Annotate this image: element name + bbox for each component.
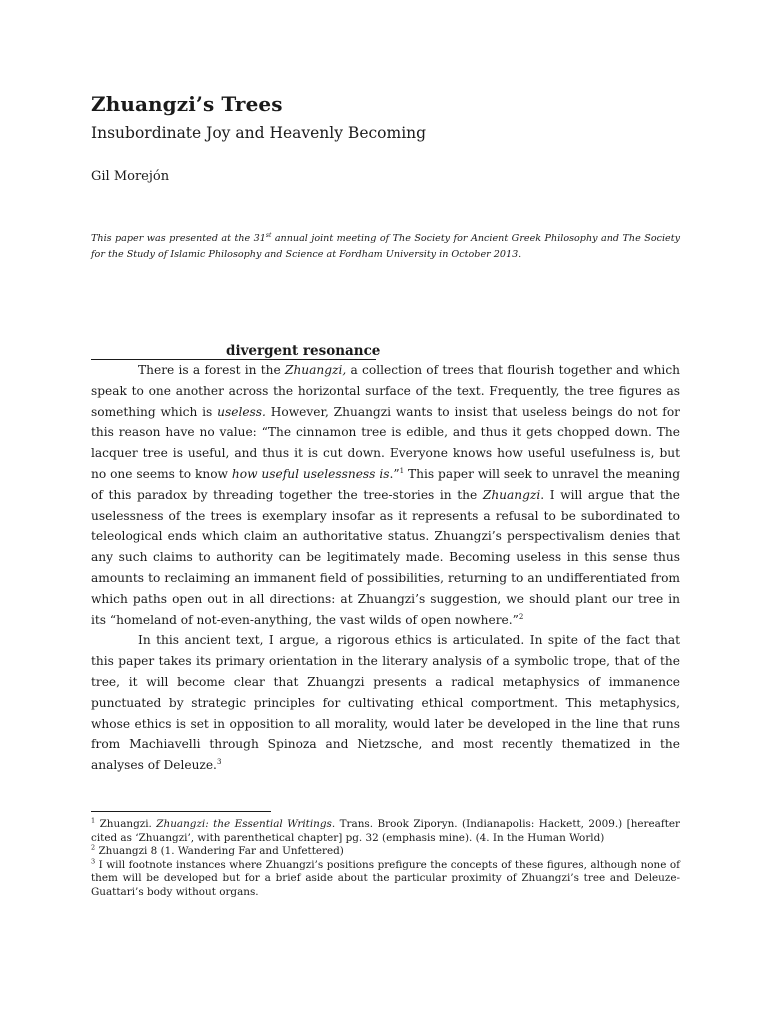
- presentation-note-text: This paper was presented at the 31: [91, 233, 266, 245]
- paragraph-1: [91, 360, 680, 630]
- text-run: This paper will seek to unravel the meaning of this paradox by threading together the tree-stories in the: [91, 466, 681, 502]
- italic-run: Zhuangzi,: [284, 363, 347, 377]
- presentation-note: [91, 228, 680, 263]
- ordinal-suffix: st: [265, 232, 272, 239]
- footnote-3: [91, 859, 680, 900]
- footnote-ref-1[interactable]: 1: [399, 466, 405, 475]
- presentation-note-text-cont: annual joint meeting of The Society for Ancient Greek Philosophy and The Society for the Study of Islamic Philosophy and Science at Fordham University in October 2013.: [91, 233, 680, 261]
- author-name: Gil Morejón: [91, 169, 170, 184]
- body-text: [91, 360, 680, 776]
- footnote-separator: [91, 811, 271, 812]
- footnote-text: Trans. Brook Ziporyn. (Indianapolis: Hackett, 2009.) [hereafter cited as ‘Zhuangzi’, with parenthetical chapter] pg. 32 (emphasis mine). (4. In the Human World): [91, 818, 680, 844]
- footnotes: [91, 818, 680, 900]
- italic-run: Zhuangzi: [482, 487, 541, 502]
- paper-subtitle: Insubordinate Joy and Heavenly Becoming: [91, 124, 427, 142]
- footnote-1: [91, 818, 680, 845]
- footnote-ref-2[interactable]: 2: [518, 612, 524, 621]
- footnote-text: I will footnote instances where Zhuangzi’s positions prefigure the concepts of these figures, although none of them will be developed but for a brief aside about the particular proximity of Zhuangzi’s tree and Deleuze-Guattari’s body without organs.: [91, 858, 680, 898]
- footnote-text: Zhuangzi 8 (1. Wandering Far and Unfettered): [95, 845, 344, 858]
- footnote-2: [91, 845, 680, 859]
- text-run: . I will argue that the uselessness of the trees is exemplary insofar as it represents a refusal to be subordinated to teleological ends which claim an authoritative status. Zhuangzi’s perspectivalism denies that any such claims to authority can be legitimately made. Becoming useless in this sense thus amounts to reclaiming an immanent field of possibilities, returning to an undifferentiated from which paths open out in all directions: at Zhuangzi’s suggestion, we should plant our tree in its “homeland of not-even-anything, the vast wilds of open nowhere.”: [91, 487, 680, 627]
- section-heading: divergent resonance: [226, 343, 381, 359]
- footnote-mark: 3: [91, 857, 96, 866]
- footnote-mark: 2: [91, 843, 96, 852]
- text-run: There is a forest in the: [138, 363, 285, 377]
- text-run: In this ancient text, I argue, a rigorous ethics is articulated. In spite of the fact that this paper takes its primary orientation in the literary analysis of a symbolic trope, that of the tree, it will become clear that Zhuangzi presents a radical metaphysics of immanence punctuated by strategic principles for cultivating ethical comportment. This metaphysics, whose ethics is set in opposition to all morality, would later be developed in the line that runs from Machiavelli through Spinoza and Nietzsche, and most recently thematized in the analyses of Deleuze.: [91, 633, 680, 773]
- italic-run: useless.: [217, 404, 266, 419]
- text-run: However, Zhuangzi wants to insist that useless beings do not for this reason have no value: “The cinnamon tree is edible, and thus it gets chopped down. The lacquer tree is useful, and thus it is cut down. Everyone knows how useful usefulness is, but no one seems to know: [91, 404, 680, 481]
- footnote-book-title: Zhuangzi: the Essential Writings.: [156, 818, 336, 830]
- paragraph-2: [91, 630, 680, 776]
- text-run: a collection of trees that flourish together and which speak to one another across the horizontal surface of the text. Frequently, the tree figures as something which is: [91, 363, 680, 419]
- footnote-mark: 1: [91, 816, 96, 825]
- footnote-ref-3[interactable]: 3: [216, 758, 222, 767]
- italic-run: how useful uselessness is: [231, 466, 390, 481]
- text-run: .”: [389, 466, 400, 481]
- footnote-text: Zhuangzi.: [95, 818, 157, 830]
- paper-title: Zhuangzi’s Trees: [91, 92, 283, 116]
- section-heading-block: [91, 343, 381, 360]
